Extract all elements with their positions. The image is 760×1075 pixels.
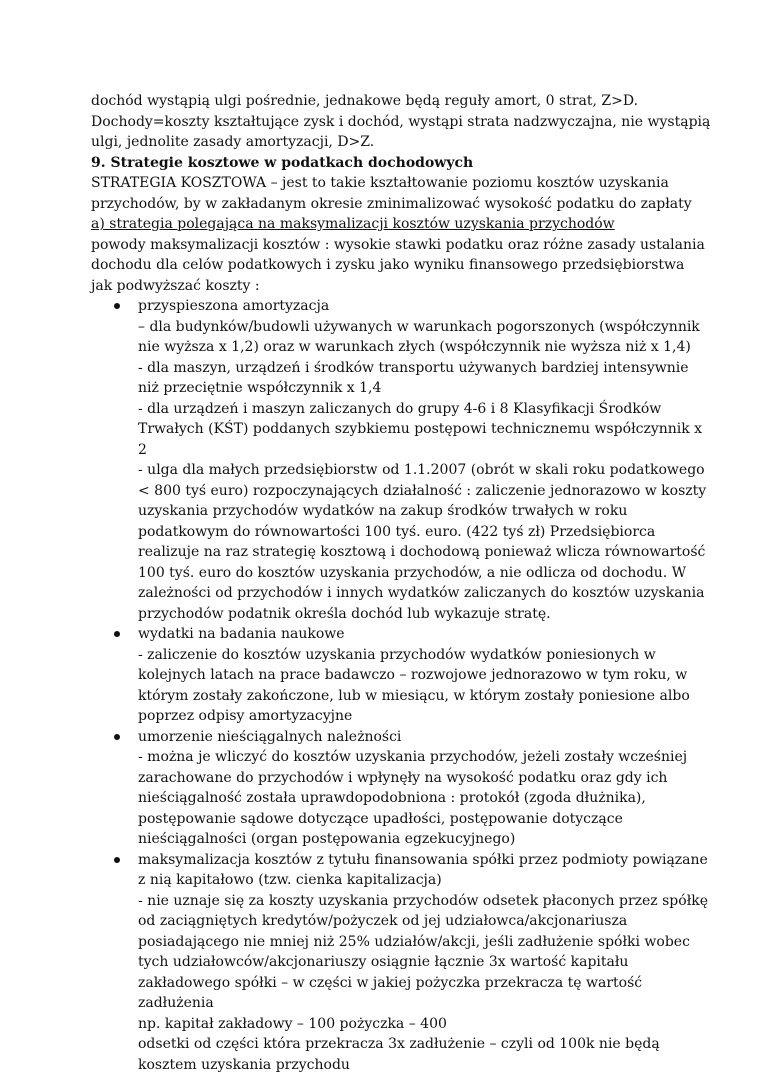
bullet-line: kosztem uzyskania przychodu: [138, 1056, 350, 1073]
bullet-line: zarachowane do przychodów i wpłynęły na wysokość podatku oraz gdy ich: [138, 769, 668, 786]
bullet-line: Trwałych (KŚT) poddanych szybkiemu postępowi technicznemu współczynnik x: [138, 421, 703, 437]
intro-paragraph: [91, 91, 711, 153]
bullet-line: realizuje na raz strategię kosztową i dochodową ponieważ wlicza równowartość: [138, 544, 706, 560]
bullet-line: - można je wliczyć do kosztów uzyskania przychodów, jeżeli zostały wcześniej: [138, 749, 688, 765]
bullet-line: zadłużenia: [138, 995, 214, 1011]
reason-line: powody maksymalizacji kosztów : wysokie stawki podatku oraz różne zasady ustalania: [91, 236, 705, 253]
bullet-line: - dla maszyn, urządzeń i środków transportu używanych bardziej intensywnie: [138, 359, 689, 376]
bullet-line: postępowanie sądowe dotyczące upadłości, postępowanie dotyczące: [138, 810, 623, 827]
bullet-line: - dla urządzeń i maszyn zaliczanych do grupy 4-6 i 8 Klasyfikacji Środków: [138, 400, 662, 417]
bullet-line: posiadającego nie mniej niż 25% udziałów/akcji, jeśli zadłużenie spółki wobec: [138, 933, 690, 950]
bullet-line: – dla budynków/budowli używanych w warunkach pogorszonych (współczynnik: [138, 318, 700, 335]
bullet-line: < 800 tyś euro) rozpoczynających działalność : zaliczenie jednorazowo w koszty: [138, 482, 707, 499]
bullet-line: niż przeciętnie współczynnik x 1,4: [138, 380, 382, 396]
intro-line: dochód wystąpią ulgi pośrednie, jednakowe będą reguły amort, 0 strat, Z>D.: [91, 93, 639, 109]
reason-line: dochodu dla celów podatkowych i zysku jako wyniku finansowego przedsiębiorstwa: [91, 257, 685, 273]
bullet-line: zależności od przychodów i innych wydatków zaliczanych do kosztów uzyskania: [138, 585, 705, 601]
bullet-line: 2: [138, 441, 147, 458]
bullet-line: umorzenie nieściągalnych należności: [138, 728, 402, 745]
bullet-line: nieściągalności (organ postępowania egzekucyjnego): [138, 831, 516, 847]
bullet-line: kolejnych latach na prace badawczo – rozwojowe jednorazowo w tym roku, w: [138, 667, 688, 683]
definition-paragraph: [91, 173, 692, 214]
intro-line: ulgi, jednolite zasady amortyzacji, D>Z.: [91, 134, 375, 150]
bullet-line: - zaliczenie do kosztów uzyskania przychodów wydatków poniesionych w: [138, 646, 656, 663]
definition-line: STRATEGIA KOSZTOWA – jest to takie kształtowanie poziomu kosztów uzyskania: [91, 175, 669, 191]
bullet-line: nie wyższa x 1,2) oraz w warunkach złych (współczynnik nie wyższa niż x 1,4): [138, 339, 691, 355]
bullet-line: podatkowym do równowartości 100 tyś. euro. (422 tyś zł) Przedsiębiorca: [138, 523, 656, 540]
definition-line: przychodów, by w zakładanym okresie zminimalizować wysokość podatku do zapłaty: [91, 195, 692, 212]
bullet-line: np. kapitał zakładowy – 100 pożyczka – 400: [138, 1015, 447, 1032]
bullet-line: 100 tyś. euro do kosztów uzyskania przychodów, a nie odlicza od dochodu. W: [138, 564, 687, 581]
bullet-line: wydatki na badania naukowe: [138, 626, 345, 642]
bullet-line: odsetki od części która przekracza 3x zadłużenie – czyli od 100k nie będą: [138, 1036, 660, 1052]
bullet-line: poprzez odpisy amortyzacyjne: [138, 708, 353, 724]
bullet-line: maksymalizacja kosztów z tytułu finansowania spółki przez podmioty powiązane: [138, 851, 708, 868]
bullet-item-research-expenses: [91, 624, 690, 727]
document-content: [91, 91, 711, 1075]
bullet-line: zakładowego spółki – w części w jakiej pożyczka przekracza tę wartość: [138, 974, 643, 991]
subheading: a) strategia polegająca na maksymalizacji kosztów uzyskania przychodów: [91, 216, 615, 232]
bullet-line: tych udziałowców/akcjonariuszy osiągnie łącznie 3x wartość kapitału: [138, 954, 629, 970]
bullet-list: [91, 296, 709, 1075]
bullet-line: przyspieszona amortyzacja: [138, 298, 330, 314]
bullet-item-thin-capitalization: [91, 850, 709, 1075]
bullet-line: z nią kapitałowo (tzw. cienka kapitalizacja): [138, 872, 442, 888]
bullet-line: przychodów podatnik określa dochód lub wykazuje stratę.: [138, 605, 551, 622]
bullet-line: uzyskania przychodów wydatków na zakup środków trwałych w roku: [138, 503, 628, 519]
bullet-line: którym zostały zakończone, lub w miesiącu, w którym zostały poniesione albo: [138, 687, 690, 704]
bullet-line: - nie uznaje się za koszty uzyskania przychodów odsetek płaconych przez spółkę: [138, 892, 709, 909]
bullet-item-accelerated-depreciation: [91, 296, 707, 624]
bullet-dot-icon: [114, 857, 120, 863]
bullet-line: nieściągalność została uprawdopodobniona : protokół (zgoda dłużnika),: [138, 790, 646, 806]
bullet-line: - ulga dla małych przedsiębiorstw od 1.1.2007 (obrót w skali roku podatkowego: [138, 462, 705, 478]
section-heading: 9. Strategie kosztowe w podatkach dochodowych: [91, 154, 474, 171]
reason-paragraph: [91, 235, 705, 297]
bullet-dot-icon: [114, 631, 120, 637]
bullet-dot-icon: [114, 734, 120, 740]
bullet-dot-icon: [114, 303, 120, 309]
reason-line: jak podwyższać koszty :: [91, 277, 260, 294]
intro-line: Dochody=koszty kształtujące zysk i dochód, wystąpi strata nadzwyczajna, nie wystąpią: [91, 113, 711, 130]
bullet-line: od zaciągniętych kredytów/pożyczek od jej udziałowca/akcjonariusza: [138, 913, 628, 929]
bullet-item-bad-debts: [91, 727, 688, 850]
